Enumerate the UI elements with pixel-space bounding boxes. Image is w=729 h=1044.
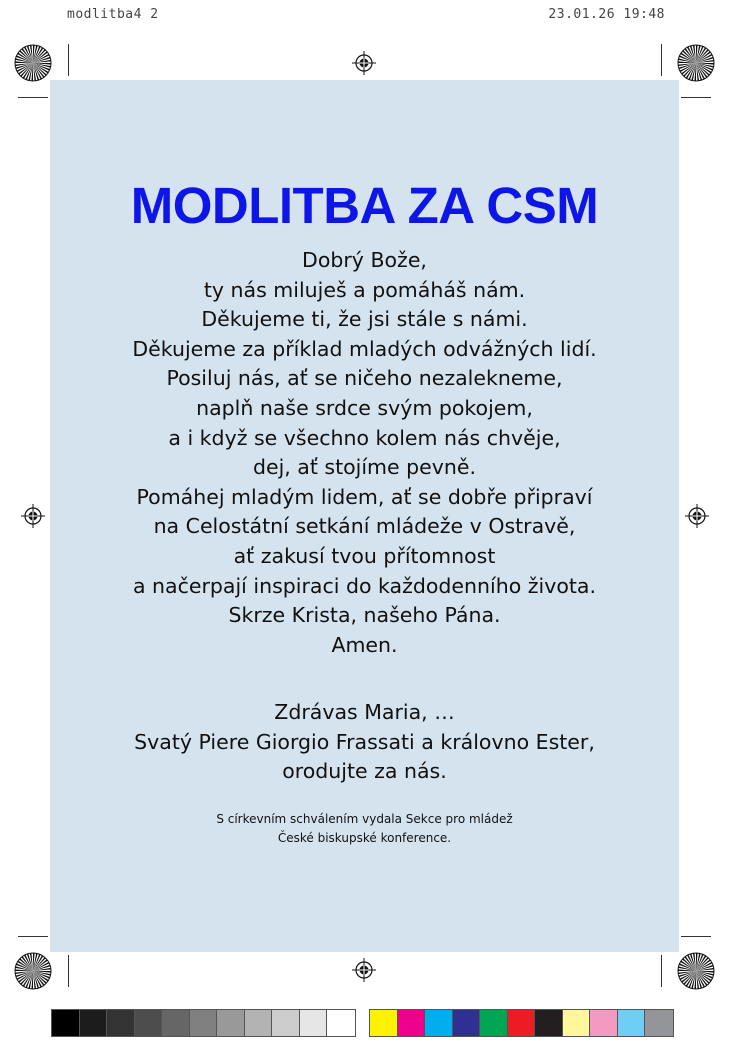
color-swatch (272, 1010, 300, 1036)
color-swatch (370, 1010, 398, 1036)
closing-text (50, 698, 679, 787)
print-slug-timestamp: 23.01.26 19:48 (548, 7, 665, 22)
color-swatch (425, 1010, 453, 1036)
prayer-line: Skrze Krista, našeho Pána. (228, 603, 501, 628)
prayer-line: Děkujeme za příklad mladých odvážných lidí. (132, 336, 597, 361)
color-swatch (618, 1010, 646, 1036)
color-swatch (107, 1010, 135, 1036)
prayer-line: a načerpají inspiraci do každodenního života. (132, 573, 597, 598)
prayer-line: Amen. (331, 632, 398, 657)
color-swatch (398, 1010, 426, 1036)
starburst-mark-icon (14, 952, 52, 990)
color-swatch (535, 1010, 563, 1036)
crop-mark (681, 936, 711, 937)
prayer-line: Posiluj nás, ať se ničeho nezalekneme, (166, 366, 563, 391)
approval-line: S církevním schválením vydala Sekce pro mládež (216, 812, 513, 826)
closing-line: orodujte za nás. (282, 759, 447, 784)
crop-mark (661, 44, 662, 76)
starburst-mark-icon (14, 44, 52, 82)
color-swatch (590, 1010, 618, 1036)
prayer-line: ty nás miluješ a pomáháš nám. (203, 277, 526, 302)
crop-mark (18, 97, 48, 98)
crop-mark (68, 44, 69, 76)
color-swatch (190, 1010, 218, 1036)
print-slug-filename: modlitba4 2 (67, 7, 159, 22)
color-swatch (327, 1010, 355, 1036)
color-swatch (162, 1010, 190, 1036)
color-swatch (480, 1010, 508, 1036)
color-swatch (217, 1010, 245, 1036)
registration-mark-icon (20, 503, 46, 529)
registration-mark-icon (351, 957, 377, 983)
color-swatch (508, 1010, 536, 1036)
prayer-line: naplň naše srdce svým pokojem, (196, 395, 533, 420)
crop-mark (681, 97, 711, 98)
color-swatch (453, 1010, 481, 1036)
color-swatch (80, 1010, 108, 1036)
closing-line: Zdrávas Maria, … (274, 700, 455, 724)
crop-mark (661, 955, 662, 987)
prayer-line: Děkujeme ti, že jsi stále s námi. (201, 307, 528, 332)
registration-mark-icon (351, 50, 377, 76)
color-swatch (645, 1010, 673, 1036)
color-swatch (135, 1010, 163, 1036)
prayer-line: ať zakusí tvou přítomnost (233, 543, 496, 568)
prayer-line: Pomáhej mladým lidem, ať se dobře připraví (136, 484, 593, 509)
crop-mark (18, 936, 48, 937)
process-color-bar (369, 1009, 674, 1037)
grayscale-color-bar (51, 1009, 356, 1037)
prayer-line: na Celostátní setkání mládeže v Ostravě, (153, 514, 576, 539)
approval-note (50, 810, 679, 848)
color-swatch (245, 1010, 273, 1036)
starburst-mark-icon (677, 44, 715, 82)
prayer-card (50, 80, 679, 952)
prayer-line: dej, ať stojíme pevně. (252, 455, 477, 480)
color-swatch (563, 1010, 591, 1036)
closing-line: Svatý Piere Giorgio Frassati a královno Ester, (134, 729, 595, 754)
approval-line: České biskupské konference. (277, 831, 452, 845)
starburst-mark-icon (677, 952, 715, 990)
page-title: MODLITBA ZA CSM (130, 177, 599, 234)
prayer-text (50, 246, 679, 660)
registration-mark-icon (684, 503, 710, 529)
prayer-line: a i když se všechno kolem nás chvěje, (168, 425, 561, 450)
prayer-line: Dobrý Bože, (302, 248, 427, 272)
crop-mark (68, 955, 69, 987)
color-swatch (300, 1010, 328, 1036)
color-swatch (52, 1010, 80, 1036)
